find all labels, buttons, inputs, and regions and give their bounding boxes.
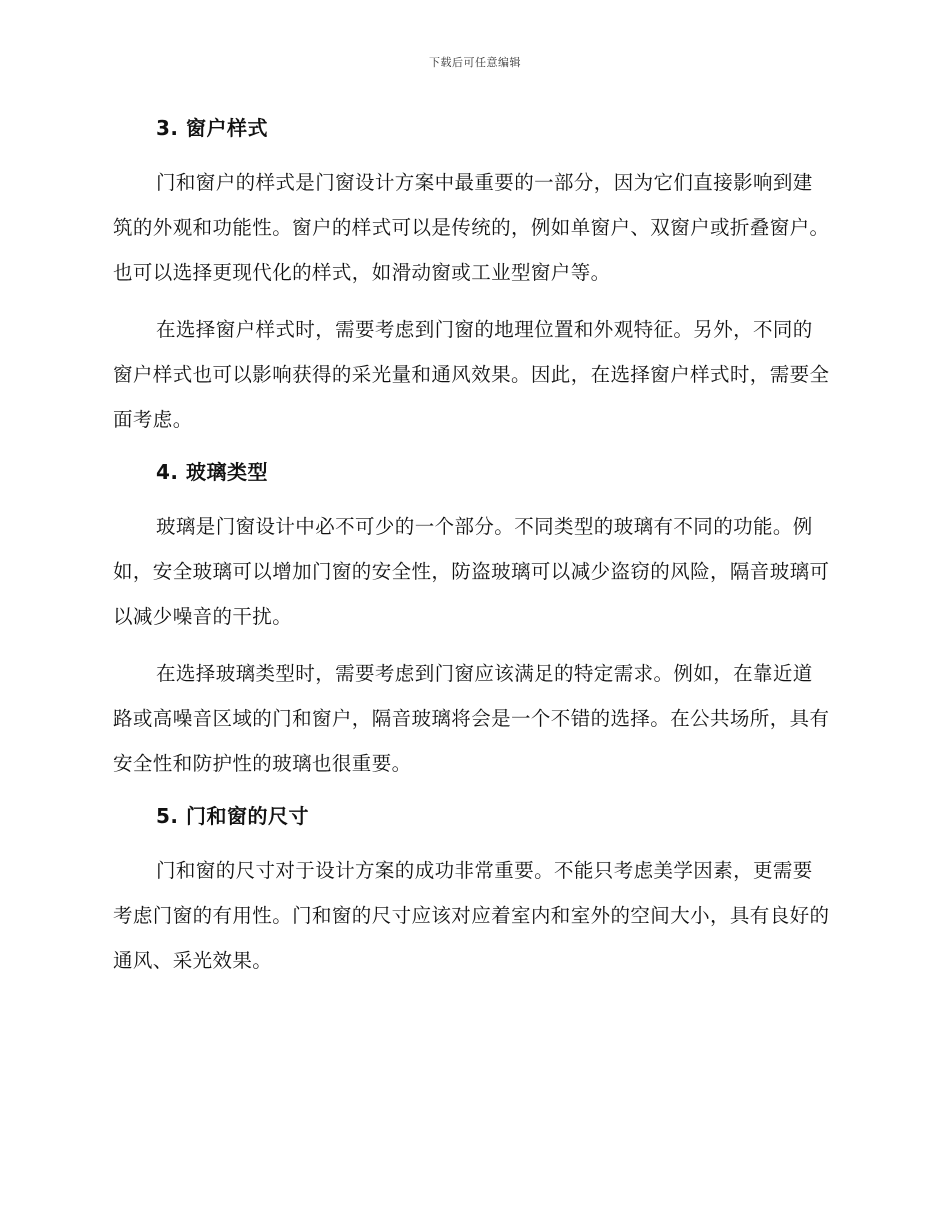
section-window-style	[113, 112, 831, 442]
document-body	[113, 112, 831, 983]
paragraph: 门和窗户的样式是门窗设计方案中最重要的一部分，因为它们直接影响到建筑的外观和功能性。窗户的样式可以是传统的，例如单窗户、双窗户或折叠窗户。也可以选择更现代化的样式，如滑动窗或工业型窗户等。	[113, 171, 830, 284]
section-heading: 4. 玻璃类型	[156, 460, 268, 484]
section-door-window-size	[113, 800, 831, 983]
paragraph: 在选择窗户样式时，需要考虑到门窗的地理位置和外观特征。另外，不同的窗户样式也可以影响获得的采光量和通风效果。因此，在选择窗户样式时，需要全面考虑。	[113, 318, 830, 431]
section-glass-type	[113, 456, 831, 786]
section-heading: 5. 门和窗的尺寸	[156, 804, 309, 828]
paragraph: 门和窗的尺寸对于设计方案的成功非常重要。不能只考虑美学因素，更需要考虑门窗的有用性。门和窗的尺寸应该对应着室内和室外的空间大小，具有良好的通风、采光效果。	[113, 859, 830, 972]
page-header: 下载后可任意编辑	[429, 56, 521, 69]
section-heading: 3. 窗户样式	[156, 116, 268, 140]
paragraph: 玻璃是门窗设计中必不可少的一个部分。不同类型的玻璃有不同的功能。例如，安全玻璃可以增加门窗的安全性，防盗玻璃可以减少盗窃的风险，隔音玻璃可以减少噪音的干扰。	[113, 515, 830, 628]
paragraph: 在选择玻璃类型时，需要考虑到门窗应该满足的特定需求。例如，在靠近道路或高噪音区域的门和窗户，隔音玻璃将会是一个不错的选择。在公共场所，具有安全性和防护性的玻璃也很重要。	[113, 662, 830, 775]
